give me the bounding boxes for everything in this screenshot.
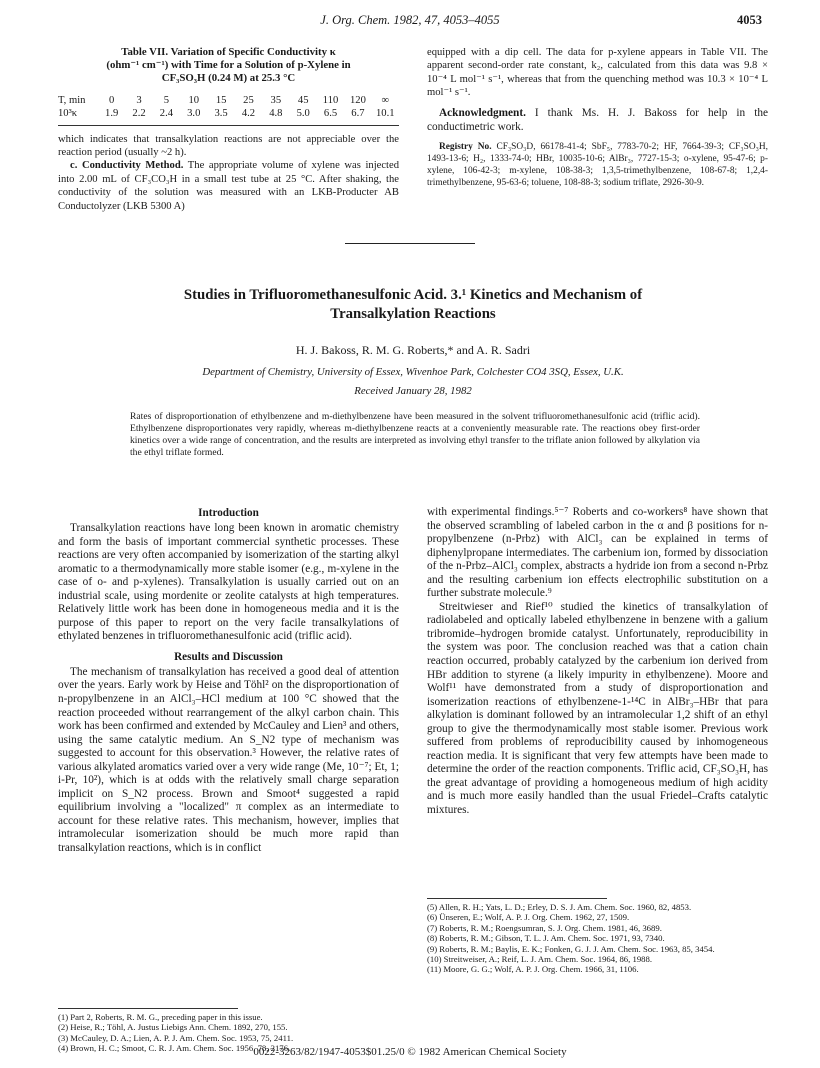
table-caption — [58, 46, 399, 86]
table-cell: 2.4 — [159, 108, 174, 120]
table-cell: 2.2 — [132, 108, 146, 120]
right-top-column — [427, 46, 768, 189]
paragraph-label: c. Conductivity Method. — [70, 160, 184, 172]
registry-text: CF₃SO₃D, 66178-41-4; SbF₅, 7783-70-2; HF, 7664-39-3; CF₃SO₃H, 1493-13-6; H₂, 1333-74-0; HBr, 10035-10-6; AlBr₃, 7727-15-3; o-xylene, 95-47-6; p-xylene, 106-42-3; m-xylene, 108-38-3; 1,3,5-trimethylbenzene, 108-67-8; 1,2,4-trimethylbenzene, 95-63-6; toluene, 108-88-3; sodium triflate, 2926-30-9. — [427, 141, 768, 188]
table-cell: 6.7 — [351, 108, 365, 120]
footnote: (6) Ünseren, E.; Wolf, A. P. J. Org. Chem. 1962, 27, 1509. — [427, 912, 630, 923]
acknowledgment — [427, 106, 768, 134]
table-cell: 3 — [136, 94, 142, 106]
footnote: (3) McCauley, D. A.; Lien, A. P. J. Am. Chem. Soc. 1953, 75, 2411. — [58, 1032, 294, 1043]
authors: H. J. Bakoss, R. M. G. Roberts,* and A. R. Sadri — [295, 343, 531, 357]
received-date: Received January 28, 1982 — [354, 385, 472, 397]
left-top-text — [58, 133, 399, 213]
footnote: (11) Moore, G. G.; Wolf, A. P. J. Org. Chem. 1966, 31, 1106. — [427, 964, 639, 975]
table-row-time — [58, 94, 399, 108]
footnote: (8) Roberts, R. M.; Gibson, T. L. J. Am. Chem. Soc. 1971, 93, 7340. — [427, 933, 665, 944]
table-cell: 6.5 — [323, 108, 338, 120]
table-caption-line1: Variation of Specific Conductivity κ — [168, 46, 336, 58]
conductivity-method-paragraph — [58, 159, 399, 213]
paragraph: Streitwieser and Rief¹⁰ studied the kinetics of transalkylation of radiolabeled and optically labeled ethylbenzene in benzene with a galium tribromide–hydrogen bromide catalyst. Unfortunately, reproducibility in the system was poor. The conclusion reached was that a cation chain reaction occurred, probably catalyzed by the carbenium ion derived from HBr addition to styrene (a likely impurity in ethylbenzene). Moore and Wolf¹¹ have demonstrated from a study of disproportionation and isomerization reactions of ethylbenzene-1-¹⁴C in AlBr₃–HBr that para alkylation is dominant followed by an intramolecular 1,2 shift of an ethyl group to give the thermodynamically most stable isomer. Previous work suffered from problems of reproducibility caused by inhomogeneous reaction media. It is significant that very few attempts have been made to determine the order of the reaction components. Triflic acid, CF₃SO₃H, has the great advantage of providing a homogeneous medium of high acidity and is much more easily handled than the usual Friedel–Crafts catalytic mixtures. — [427, 600, 768, 817]
table-cell: 1.9 — [105, 108, 119, 120]
table-cell: 35 — [270, 94, 282, 106]
table-row-kappa — [58, 107, 399, 121]
conductivity-table — [58, 94, 399, 121]
footnote: (9) Roberts, R. M.; Baylis, E. K.; Fonken, G. J. J. Am. Chem. Soc. 1963, 85, 3454. — [427, 943, 715, 954]
footnote: (5) Allen, R. H.; Yats, L. D.; Erley, D. S. J. Am. Chem. Soc. 1960, 82, 4853. — [427, 902, 692, 912]
footnote-list — [427, 902, 768, 975]
footnote: (4) Brown, H. C.; Smoot, C. R. J. Am. Chem. Soc. 1956, 78, 2176. — [58, 1043, 291, 1054]
registry-numbers — [427, 141, 768, 189]
table-cell: 3.0 — [187, 108, 201, 120]
table-cell: 110 — [322, 94, 339, 106]
journal-citation: J. Org. Chem. 1982, 47, 4053–4055 — [320, 13, 500, 27]
left-body-column — [58, 506, 399, 856]
table-header-kappa: 10³κ — [58, 108, 78, 120]
footnote: (7) Roberts, R. M.; Roengsumran, S. J. Org. Chem. 1981, 46, 3689. — [427, 922, 662, 933]
footnote: (1) Part 2, Roberts, R. M. G., preceding paper in this issue. — [58, 1012, 263, 1022]
table-cell: 3.5 — [214, 108, 228, 120]
table-cell: 5 — [163, 94, 170, 106]
article-divider — [345, 243, 475, 244]
acknowledgment-label: Acknowledgment. — [439, 106, 526, 119]
table-caption-line3: CF₃SO₃H (0.24 M) at 25.3 °C — [161, 72, 296, 85]
footnote-rule — [427, 898, 607, 899]
footnote-rule — [58, 1008, 238, 1009]
table-caption-line2: (ohm⁻¹ cm⁻¹) with Time for a Solution of p-Xylene in — [106, 59, 351, 72]
table-label: Table VII. — [121, 46, 169, 58]
intro-heading: Introduction — [198, 507, 259, 519]
paragraph: equipped with a dip cell. The data for p-xylene appears in Table VII. The apparent second-order rate constant, k₂, calculated from this data was 9.8 × 10⁻⁴ L mol⁻¹ s⁻¹, whereas that from the quenching method was 10.3 × 10⁻⁴ L mol⁻¹ s⁻¹. — [427, 47, 768, 99]
paragraph: with experimental findings.⁵⁻⁷ Roberts and co-workers⁸ have shown that the observed scrambling of labeled carbon in the α and β positions for n-propylbenzene (n-Prbz) with AlCl₃ can be explained in terms of diphenylpropane intermediates. The carbenium ion, formed by dissociation of the n-Prbz–AlCl₃ complex, abstracts a hydride ion from a second n-Prbz and the resulting carbenium ion effects electrophilic substitution on a further substrate molecule.⁹ — [427, 506, 768, 600]
table-cell: ∞ — [381, 94, 390, 106]
table-cell: 120 — [349, 94, 366, 106]
table-cell: 10 — [188, 94, 200, 106]
registry-label: Registry No. — [439, 141, 492, 152]
title-line2: Transalkylation Reactions — [330, 306, 496, 322]
page-number: 4053 — [737, 13, 762, 27]
footnote: (2) Heise, R.; Töhl, A. Justus Liebigs Ann. Chem. 1892, 270, 155. — [58, 1022, 288, 1033]
article-title — [58, 286, 768, 324]
results-text: The mechanism of transalkylation has received a good deal of attention over the years. Early work by Heise and Töhl² on the disproportionation of n-propylbenzene in an AlCl₃–HCl medium at 100 °C showed that the reaction proceeded without rearrangement of the alkyl carbon chain. This work has been confirmed and extended by McCauley and Lien³ and others, using the same catalytic medium. An S_N2 type of mechanism was suggested to account for this observation.³ However, the relative rates of various alkylated aromatics varied over a very wide range (Me, 10⁻⁷; Et, 1; i-Pr, 10²), which is at odds with the relatively small charge separation implicit on S_N2 process. Brown and Smoot⁴ suggested a rapid equilibrium involving a "localized" π complex as an intermediate to account for these relative rates. This mechanism, however, implies that intramolecular isomerization should be much more rapid than transalkylation reactions, which is in conflict — [58, 665, 399, 855]
table-cell: 5.0 — [296, 108, 310, 120]
left-top-column — [58, 46, 399, 213]
table-rule — [58, 125, 399, 126]
results-heading: Results and Discussion — [174, 650, 283, 663]
table-header-time: T, min — [58, 94, 86, 106]
copyright-footer: 0022-3263/82/1947-4053$01.25/0 © 1982 American Chemical Society — [253, 1046, 567, 1058]
title-line1: Studies in Trifluoromethanesulfonic Acid. 3.¹ Kinetics and Mechanism of — [183, 287, 643, 303]
footnotes-right — [427, 898, 768, 975]
table-cell: 45 — [297, 94, 309, 106]
acknowledgment-text: I thank Ms. H. J. Bakoss for help in the conductimetric work. — [427, 106, 768, 133]
table-cell: 4.2 — [241, 108, 256, 120]
paragraph-text: The appropriate volume of xylene was injected into 2.00 mL of CF₃CO₃H in a small test tube at 25 °C. After shaking, the conductivity of the solution was measured with an LKB-Producter AB Conductolyzer (LKB 5300 A) — [58, 160, 399, 212]
right-body-column — [427, 506, 768, 818]
paragraph: which indicates that transalkylation reactions are not appreciable over the reaction period (usually ~2 h). — [58, 133, 399, 159]
table-cell: 4.8 — [269, 108, 283, 120]
table-cell: 15 — [215, 94, 227, 106]
affiliation: Department of Chemistry, University of Essex, Wivenhoe Park, Colchester CO4 3SQ, Essex, U.K. — [202, 366, 624, 378]
running-head — [0, 13, 820, 31]
table-cell: 10.1 — [376, 108, 395, 120]
footnote: (10) Streitweiser, A.; Reif, L. J. Am. Chem. Soc. 1964, 86, 1988. — [427, 954, 653, 965]
abstract: Rates of disproportionation of ethylbenzene and m-diethylbenzene have been measured in the solvent trifluoromethanesulfonic acid (triflic acid). Ethylbenzene disproportionates very rapidly, whereas m-diethylbenzene reacts at a conveniently measurable rate. The reactions obey first-order kinetics over a wide range of concentration, and the results are interpreted as involving ethyl transfer to the triflate anion followed by alkylation via the ethyl triflate formed. — [130, 411, 700, 459]
table-cell: 25 — [243, 94, 254, 106]
table-cell: 0 — [109, 94, 115, 106]
intro-text: Transalkylation reactions have long been known in aromatic chemistry and form the basis of important commercial synthetic processes. These reactions are very often accompanied by isomerization of the starting alkyl aromatic to a thermodynamically more stable isomer (e.g., m-xylene in the case of o- and p-xylenes). Transalkylation is usually carried out on an industrial scale, using mordenite or zeolite catalysts at high temperatures. Relatively little work has been done in homogeneous media and it is the purpose of this paper to report on the very facile transalkylations of ethylated benzenes in trifluoromethanesulfonic acid (triflic acid). — [58, 522, 399, 643]
